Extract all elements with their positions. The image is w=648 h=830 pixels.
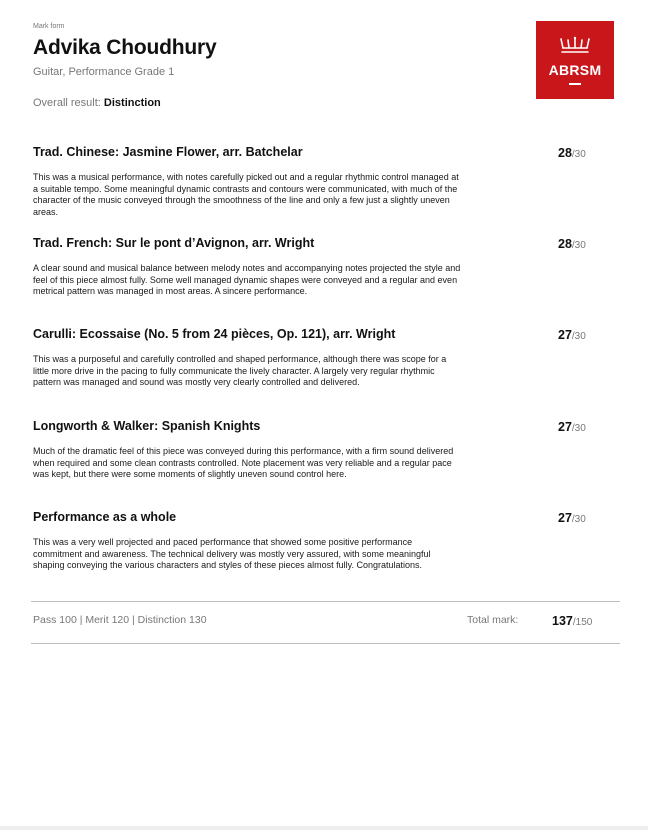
total-mark-value: 137	[552, 614, 573, 628]
total-mark-out-of: /150	[572, 617, 593, 628]
exam-subtitle: Guitar, Performance Grade 1	[33, 66, 175, 78]
section-comment: This was a purposeful and carefully controlled and shaped performance, although there was scope for a little more drive in the pacing to fully communicate the lively character. A largely very regular rhythmic pattern was managed and sound was mostly very clearly controlled and delivered.	[33, 354, 447, 388]
logo-text: ABRSM	[548, 62, 602, 78]
student-name: Advika Choudhury	[33, 36, 217, 59]
score-value: 27	[558, 511, 572, 525]
abrsm-logo	[536, 21, 614, 99]
total-mark-label: Total mark:	[467, 614, 519, 626]
divider-bottom	[31, 643, 620, 644]
section-score	[558, 511, 586, 525]
score-out-of: /30	[571, 423, 586, 434]
page-bottom-edge	[0, 826, 648, 830]
score-value: 28	[558, 146, 572, 160]
section-title: Performance as a whole	[33, 510, 177, 524]
total-mark	[552, 614, 592, 628]
overall-result-label: Overall result:	[33, 97, 101, 109]
grade-boundaries: Pass 100 | Merit 120 | Distinction 130	[33, 614, 207, 626]
section-comment: This was a musical performance, with notes carefully picked out and a regular rhythmic control managed at a suitable tempo. Some meaningful dynamic contrasts and contours were communicated, with much of the character of the music conveyed through the smoothness of the line and only a few just a slightly uneven areas.	[33, 172, 459, 217]
section-score	[558, 237, 586, 251]
section-comment: This was a very well projected and paced performance that showed some positive performance commitment and awareness. The technical delivery was mostly very assured, with some meaningful shaping conveying the various characters and styles of these pieces almost fully. Congratulations.	[33, 537, 431, 571]
score-out-of: /30	[571, 149, 586, 160]
section-title: Trad. French: Sur le pont d’Avignon, arr. Wright	[33, 236, 315, 250]
overall-result-value: Distinction	[103, 97, 161, 109]
score-out-of: /30	[571, 514, 586, 525]
section-comment: Much of the dramatic feel of this piece was conveyed during this performance, with a firm sound delivered when required and some clean contrasts controlled. Note placement was very reliable and a regular pace was kept, but there were some moments of slightly uneven sound control here.	[33, 446, 454, 480]
score-out-of: /30	[571, 240, 586, 251]
section-title: Trad. Chinese: Jasmine Flower, arr. Batchelar	[33, 145, 303, 159]
section-comment: A clear sound and musical balance between melody notes and accompanying notes projected the style and feel of this piece almost fully. Some well managed dynamic shapes were conveyed and a regular and even metrical pattern was managed in most areas. A sincere performance.	[33, 263, 461, 297]
score-value: 28	[558, 237, 572, 251]
section-title: Carulli: Ecossaise (No. 5 from 24 pièces, Op. 121), arr. Wright	[33, 327, 396, 341]
form-label: Mark form	[33, 23, 65, 30]
section-title: Longworth & Walker: Spanish Knights	[33, 419, 261, 433]
score-out-of: /30	[571, 331, 586, 342]
score-value: 27	[558, 328, 572, 342]
section-score	[558, 328, 586, 342]
section-score	[558, 146, 586, 160]
score-value: 27	[558, 420, 572, 434]
section-score	[558, 420, 586, 434]
overall-result	[33, 97, 161, 109]
logo-dash	[569, 83, 581, 85]
divider-top	[31, 601, 620, 602]
crown-icon	[560, 36, 590, 56]
